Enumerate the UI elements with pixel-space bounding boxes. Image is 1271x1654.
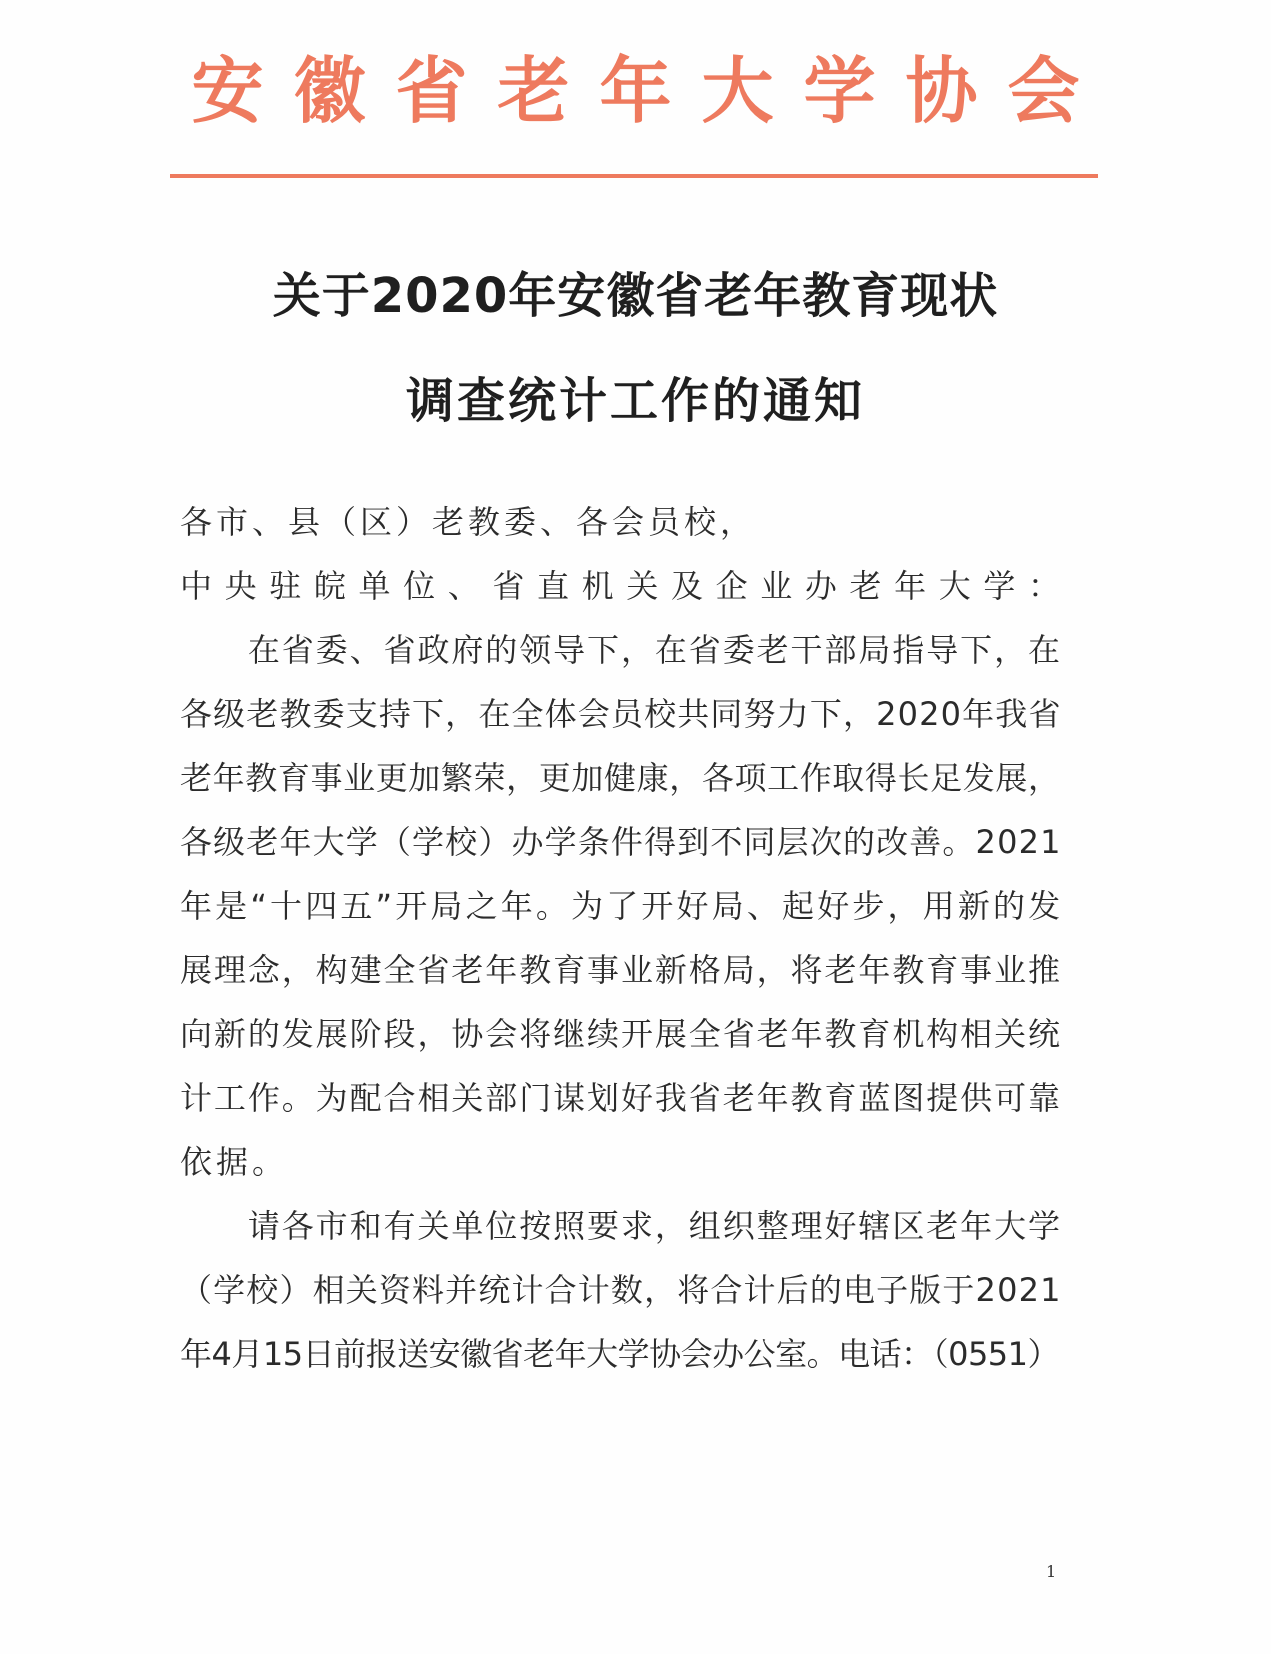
body-line: 各级老年大学（学校）办学条件得到不同层次的改善。2021 (180, 823, 1062, 861)
salutation-line-1: 各市、县（区）老教委、各会员校， (180, 503, 757, 541)
body-line: （学校）相关资料并统计合计数，将合计后的电子版于2021 (180, 1271, 1062, 1309)
body-line: 展理念，构建全省老年教育事业新格局，将老年教育事业推 (180, 951, 1062, 989)
body-line: 年4月15日前报送安徽省老年大学协会办公室。电话：（0551） (180, 1335, 1060, 1373)
body-line: 老年教育事业更加繁荣，更加健康，各项工作取得长足发展， (180, 759, 1061, 797)
document-title-line-2: 调查统计工作的通知 (405, 373, 865, 429)
body-line: 依据。 (180, 1143, 289, 1181)
document-title-line-1: 关于2020年安徽省老年教育现状 (272, 268, 999, 324)
body-line: 各级老教委支持下，在全体会员校共同努力下，2020年我省 (180, 695, 1062, 733)
body-line: 请各市和有关单位按照要求，组织整理好辖区老年大学 (180, 1207, 1062, 1245)
body-line: 计工作。为配合相关部门谋划好我省老年教育蓝图提供可靠 (180, 1079, 1062, 1117)
letterhead-divider (170, 174, 1098, 178)
organization-letterhead (0, 46, 1271, 136)
body-line: 向新的发展阶段，协会将继续开展全省老年教育机构相关统 (180, 1015, 1062, 1053)
body-line: 在省委、省政府的领导下，在省委老干部局指导下，在 (180, 631, 1062, 669)
salutation-line-2: 中央驻皖单位、省直机关及企业办老年大学： (180, 567, 1073, 605)
page-number: 1 (1046, 1562, 1057, 1581)
body-line: 年是“十四五”开局之年。为了开好局、起好步，用新的发 (180, 887, 1064, 925)
organization-name: 安徽省老年大学协会 (191, 49, 1110, 133)
